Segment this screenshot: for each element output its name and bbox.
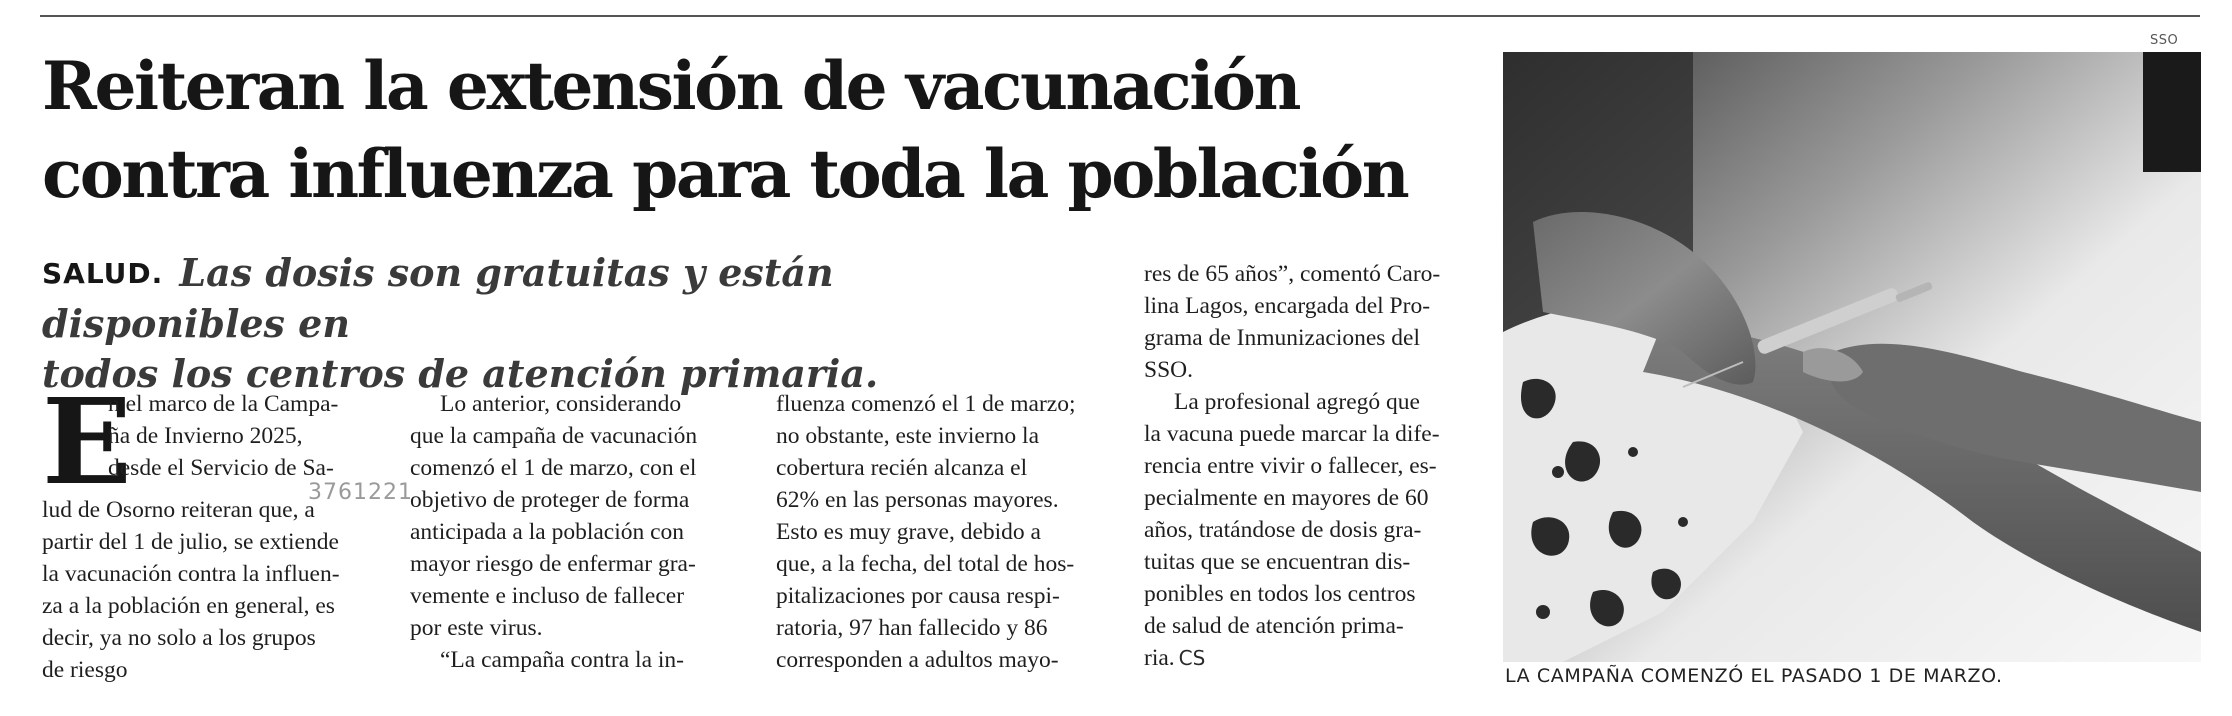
top-rule xyxy=(40,15,2200,17)
lead-text-line-1: Las dosis son gratuitas y están disponibles en xyxy=(42,250,834,346)
body-line: que, a la fecha, del total de hos- xyxy=(776,551,1075,577)
body-line-final xyxy=(1144,642,1484,674)
body-line: La profesional agregó que xyxy=(1174,389,1420,415)
body-line: objetivo de proteger de forma xyxy=(410,487,690,513)
body-line: “La campaña contra la in- xyxy=(440,647,684,673)
body-line: vemente e incluso de fallecer xyxy=(410,583,685,609)
headline xyxy=(42,42,1462,218)
lead-text-line-2: todos los centros de atención primaria. xyxy=(42,351,879,396)
body-line: corresponden a adultos mayo- xyxy=(776,647,1059,673)
body-line: pitalizaciones por causa respi- xyxy=(776,583,1060,609)
tracking-number: 3761221 xyxy=(308,480,413,505)
body-line: tuitas que se encuentran dis- xyxy=(1144,549,1411,575)
body-line: años, tratándose de dosis gra- xyxy=(1144,517,1422,543)
body-column-4 xyxy=(1144,258,1484,674)
lead-paragraph xyxy=(42,248,1082,399)
body-line: comenzó el 1 de marzo, con el xyxy=(410,455,697,481)
headline-line-2: contra influenza para toda la población xyxy=(42,135,1408,213)
body-line: no obstante, este invierno la xyxy=(776,423,1039,449)
end-mark-icon: CS xyxy=(1178,646,1206,670)
body-line: 62% en las personas mayores. xyxy=(776,487,1059,513)
headline-line-1: Reiteran la extensión de vacunación xyxy=(42,47,1300,125)
body-line: decir, ya no solo a los grupos xyxy=(42,625,316,651)
body-line: cobertura recién alcanza el xyxy=(776,455,1028,481)
body-line: que la campaña de vacunación xyxy=(410,423,698,449)
body-line: ratoria, 97 han fallecido y 86 xyxy=(776,615,1048,641)
body-line: lina Lagos, encargada del Pro- xyxy=(1144,293,1431,319)
body-line: desde el Servicio de Sa- xyxy=(108,455,334,481)
photo-credit: SSO xyxy=(2150,33,2179,48)
body-line: Esto es muy grave, debido a xyxy=(776,519,1041,545)
body-line: grama de Inmunizaciones del xyxy=(1144,325,1421,351)
body-column-2 xyxy=(410,388,750,676)
body-line: za a la población en general, es xyxy=(42,593,335,619)
vaccination-photo-illustration xyxy=(1503,52,2201,662)
drop-cap: E xyxy=(42,372,132,511)
body-line: la vacunación contra la influen- xyxy=(42,561,340,587)
body-line: mayor riesgo de enfermar gra- xyxy=(410,551,696,577)
body-column-1 xyxy=(42,372,382,686)
body-line: la vacuna puede marcar la dife- xyxy=(1144,421,1440,447)
body-line: n el marco de la Campa- xyxy=(108,391,339,417)
section-kicker: SALUD. xyxy=(42,257,164,290)
vaccination-photo xyxy=(1503,52,2201,662)
photo-caption: LA CAMPAÑA COMENZÓ EL PASADO 1 DE MARZO. xyxy=(1505,665,2003,687)
body-line: SSO. xyxy=(1144,357,1193,383)
body-line: ponibles en todos los centros xyxy=(1144,581,1416,607)
body-line: lud de Osorno reiteran que, a xyxy=(42,497,315,523)
body-line: de riesgo xyxy=(42,657,128,683)
body-column-3 xyxy=(776,388,1116,676)
body-line: partir del 1 de julio, se extiende xyxy=(42,529,339,555)
body-line: res de 65 años”, comentó Caro- xyxy=(1144,261,1441,287)
body-line: fluenza comenzó el 1 de marzo; xyxy=(776,391,1076,417)
body-line: anticipada a la población con xyxy=(410,519,685,545)
body-line-final-text: ria. xyxy=(1144,645,1175,671)
body-line: Lo anterior, considerando xyxy=(440,391,682,417)
body-line: pecialmente en mayores de 60 xyxy=(1144,485,1429,511)
body-line: ña de Invierno 2025, xyxy=(108,423,303,449)
body-line: rencia entre vivir o fallecer, es- xyxy=(1144,453,1437,479)
body-line: de salud de atención prima- xyxy=(1144,613,1404,639)
body-line: por este virus. xyxy=(410,615,543,641)
